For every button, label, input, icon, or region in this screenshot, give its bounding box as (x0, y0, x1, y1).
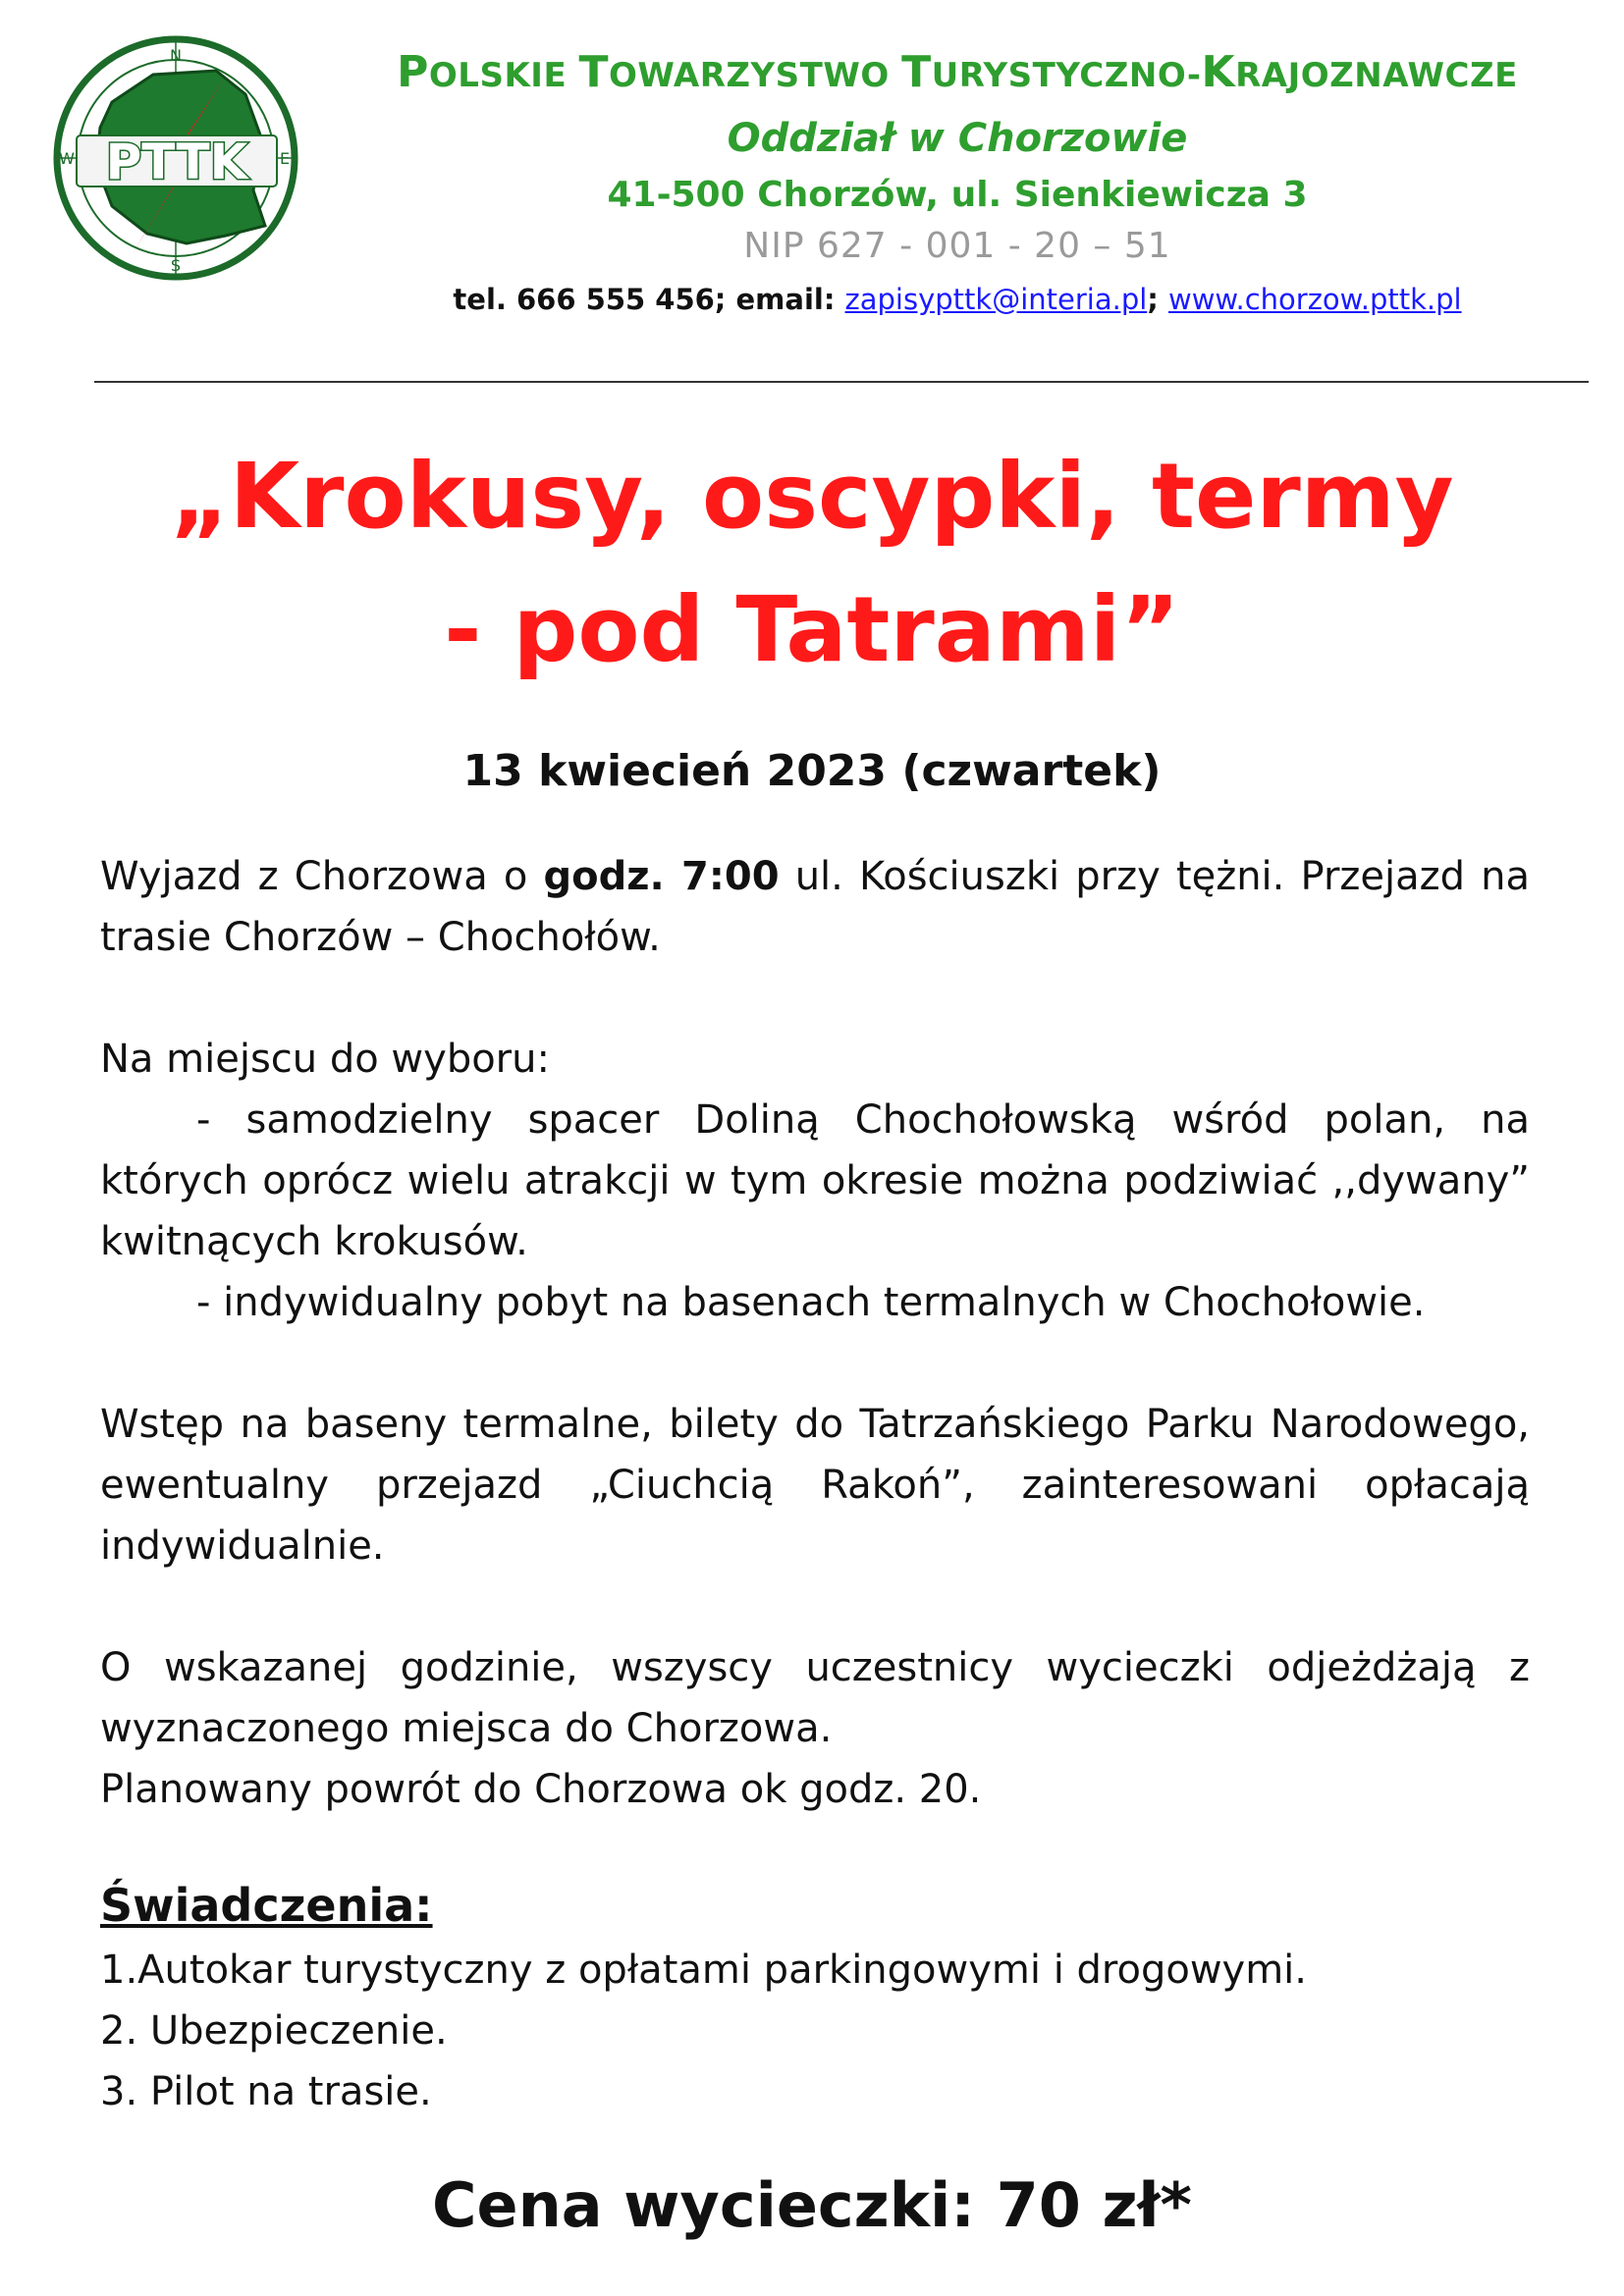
logo-text: PTTK (105, 133, 248, 190)
contact-line: tel. 666 555 456; email: zapisypttk@interia.pl; www.chorzow.pttk.pl (453, 283, 1462, 316)
trip-price: Cena wycieczki: 70 zł* (432, 2169, 1192, 2241)
trip-title-line-1: „Krokusy, oscypki, termy (170, 444, 1454, 549)
compass-n: N (170, 46, 182, 65)
header-divider (94, 381, 1589, 383)
benefits-heading: Świadczenia: (100, 1879, 433, 1932)
compass-e: E (279, 149, 291, 168)
address: 41-500 Chorzów, ul. Sienkiewicza 3 (607, 175, 1308, 215)
option-thermal-pools: - indywidualny pobyt na basenach termalnych w Chochołowie. (196, 1280, 1426, 1325)
compass-s: S (170, 256, 182, 275)
pttk-logo (51, 33, 300, 283)
options-intro: Na miejscu do wyboru: (100, 1037, 550, 1082)
nip-number: NIP 627 - 001 - 20 – 51 (743, 226, 1171, 266)
phone-text: tel. 666 555 456; email: (453, 283, 845, 316)
website-link[interactable]: www.chorzow.pttk.pl (1168, 283, 1462, 316)
organization-name: POLSKIE TOWARZYSTWO TURYSTYCZNO-KRAJOZNAWCZE (397, 47, 1518, 97)
planned-return: Planowany powrót do Chorzowa ok godz. 20. (100, 1767, 982, 1812)
benefit-item: 3. Pilot na trasie. (100, 2069, 432, 2114)
email-link[interactable]: zapisypttk@interia.pl (844, 283, 1148, 316)
benefit-item: 1.Autokar turystyczny z opłatami parkingowymi i drogowymi. (100, 1948, 1308, 1993)
option-walk: - samodzielny spacer Doliną Chochołowską wśród polan, na których oprócz wielu atrakcji w tym okresie można podziwiać ,,dywany” kwitnących krokusów. (100, 1097, 1530, 1264)
fees-paragraph: Wstęp na baseny termalne, bilety do Tatrzańskiego Parku Narodowego, ewentualny przejazd „Ciuchcią Rakoń”, zainteresowani opłacają indywidualnie. (100, 1402, 1530, 1569)
return-paragraph: O wskazanej godzinie, wszyscy uczestnicy wycieczki odjeżdżają z wyznaczonego miejsca do Chorzowa. (100, 1645, 1530, 1751)
branch-name: Oddział w Chorzowie (727, 116, 1188, 161)
benefit-item: 2. Ubezpieczenie. (100, 2008, 448, 2054)
trip-title-line-2: - pod Tatrami” (444, 577, 1180, 682)
compass-w: W (59, 149, 75, 168)
trip-date: 13 kwiecień 2023 (czwartek) (462, 746, 1162, 796)
departure-paragraph: Wyjazd z Chorzowa o godz. 7:00 ul. Kościuszki przy tężni. Przejazd na trasie Chorzów – Chochołów. (100, 854, 1531, 960)
